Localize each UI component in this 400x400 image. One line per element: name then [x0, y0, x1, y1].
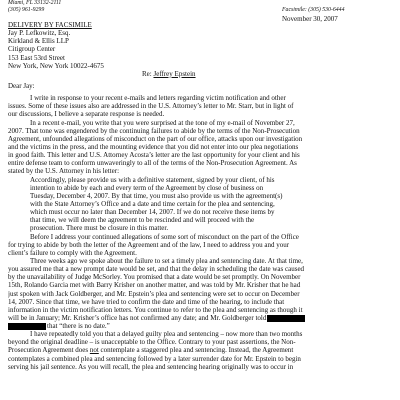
emphasis-not: not [89, 346, 99, 355]
paragraph-line: Agreement, unfounded allegations of misconduct on the part of our office, attacks upon our investigation [8, 134, 303, 143]
recipient-firm: Kirkland & Ellis LLP [8, 37, 69, 46]
line-text: will be in January; Mr. Krisher’s office has not confirmed any date; and Mr. Goldberger told [8, 313, 267, 322]
delivery-method: DELIVERY BY FACSIMILE [8, 21, 92, 29]
paragraph-line: contemplates a combined plea and sentencing followed by a later surrender date for Mr. Epstein to begin [8, 354, 301, 363]
paragraph-line [8, 322, 392, 330]
paragraph-line: you assured me that a new prompt date would be set, and that the delay in scheduling the date was caused [8, 265, 305, 274]
quote-line: that time, we will deem the agreement to be rescinded and will proceed with the [30, 216, 255, 225]
recipient-name: Jay P. Lefkowitz, Esq. [8, 29, 71, 38]
quote-line: prosecution. There must be closure in this matter. [30, 224, 169, 233]
recipient-city: New York, New York 10022-4675 [8, 61, 104, 70]
quote-line: Tuesday, December 4, 2007. By that time, you must also provide us with the agreement(s) [30, 191, 283, 200]
quote-line: Accordingly, please provide us with a definitive statement, signed by your client, of his [30, 175, 275, 184]
line-text: contemplate a staggered plea and sentencing. Instead, the Agreement [98, 346, 294, 355]
paragraph-line: I have repeatedly told you that a delayed guilty plea and sentencing – now more than two months [30, 330, 303, 339]
paragraph-line: stated by the U.S. Attorney in his letter: [8, 167, 120, 176]
re-label: Re: [142, 69, 154, 78]
paragraph-line: in good faith. This letter and U.S. Attorney Acosta’s letter are the last opportunity for your client and his [8, 151, 300, 160]
paragraph-line [8, 314, 392, 322]
letter-date: November 30, 2007 [282, 15, 338, 23]
salutation: Dear Jay: [8, 81, 35, 90]
letter-body [8, 21, 392, 371]
paragraph-line: I write in response to your recent e-mails and letters regarding victim notification and other [30, 94, 286, 103]
letterhead-city: Miami, FL 33132-2111 [8, 0, 62, 6]
paragraph-line: 14, 2007. Since that time, we have tried to confirm the date and time of the hearing, to include that [8, 297, 285, 306]
quote-line: intention to abide by each and every term of the Agreement by close of business on [30, 183, 264, 192]
paragraph-line: beyond the original deadline – is unacceptable to the Office. Contrary to your past assertions, the Non- [8, 338, 296, 347]
redaction-box [8, 323, 46, 330]
recipient-street: 153 East 53rd Street [8, 53, 65, 62]
paragraph-line: information in the victim notification letters. You continue to refer to the plea and sentencing as though it [8, 305, 303, 314]
paragraph-line: by the unavailability of Judge McSorley. You promised that a date would be set promptly. On November [8, 273, 301, 282]
paragraph-line: Before I address your continued allegations of some sort of misconduct on the part of the Office [30, 232, 299, 241]
paragraph-line: 2007. That tone was engendered by the continuing failures to abide by the terms of the Non-Prosecution [8, 126, 300, 135]
redaction-box [267, 315, 305, 322]
paragraph-line: client’s failure to comply with the Agreement. [8, 248, 137, 257]
paragraph-line: and the victims in the press, and the mounting evidence that you did not enter into our plea negotiations [8, 142, 299, 151]
quote-line: with the State Attorney’s Office and a date and time certain for the plea and sentencing, [30, 199, 275, 208]
letterhead-facsimile: Facsimile: (305) 530-6444 [282, 7, 345, 13]
paragraph-line: In a recent e-mail, you write that you were surprised at the tone of my e-mail of November 27, [30, 118, 295, 127]
line-text: that “there is no date.” [47, 322, 110, 331]
paragraph-line: just spoken with Jack Goldberger, and Mr. Epstein’s plea and sentencing were set to occur on December [8, 289, 300, 298]
quote-line: which must occur no later than December 14, 2007. If we do not receive these items by [30, 208, 275, 217]
line-text: Prosecution Agreement does [8, 346, 90, 355]
letterhead-phone: (305) 961-9299 [8, 7, 45, 13]
paragraph-line: serving his jail sentence. As you will recall, the plea and sentencing hearing originally was to occur in [8, 362, 294, 371]
paragraph-line: for trying to abide by both the letter of the Agreement and of the law, I need to address you and your [8, 240, 290, 249]
paragraph-line: 15th, Rolando Garcia met with Barry Krisher on another matter, and was told by Mr. Krisher that he had [8, 281, 301, 290]
re-subject: Jeffrey Epstein [153, 69, 196, 78]
recipient-building: Citigroup Center [8, 45, 56, 54]
paragraph-line: our discussions, I believe a separate response is needed. [8, 110, 165, 119]
paragraph-line: Three weeks ago we spoke about the failure to set a timely plea and sentencing date. At that time, [30, 256, 303, 265]
paragraph-line [8, 346, 392, 354]
paragraph-line: entire defense team to conform unwaveringly to all of the terms of the Non-Prosecution Agreement. As [8, 159, 297, 168]
paragraph-line: issues. Some of these issues also are addressed in the U.S. Attorney’s letter to Mr. Starr, but in light of [8, 102, 294, 111]
re-line [8, 70, 392, 78]
letterhead-address [8, 0, 61, 14]
